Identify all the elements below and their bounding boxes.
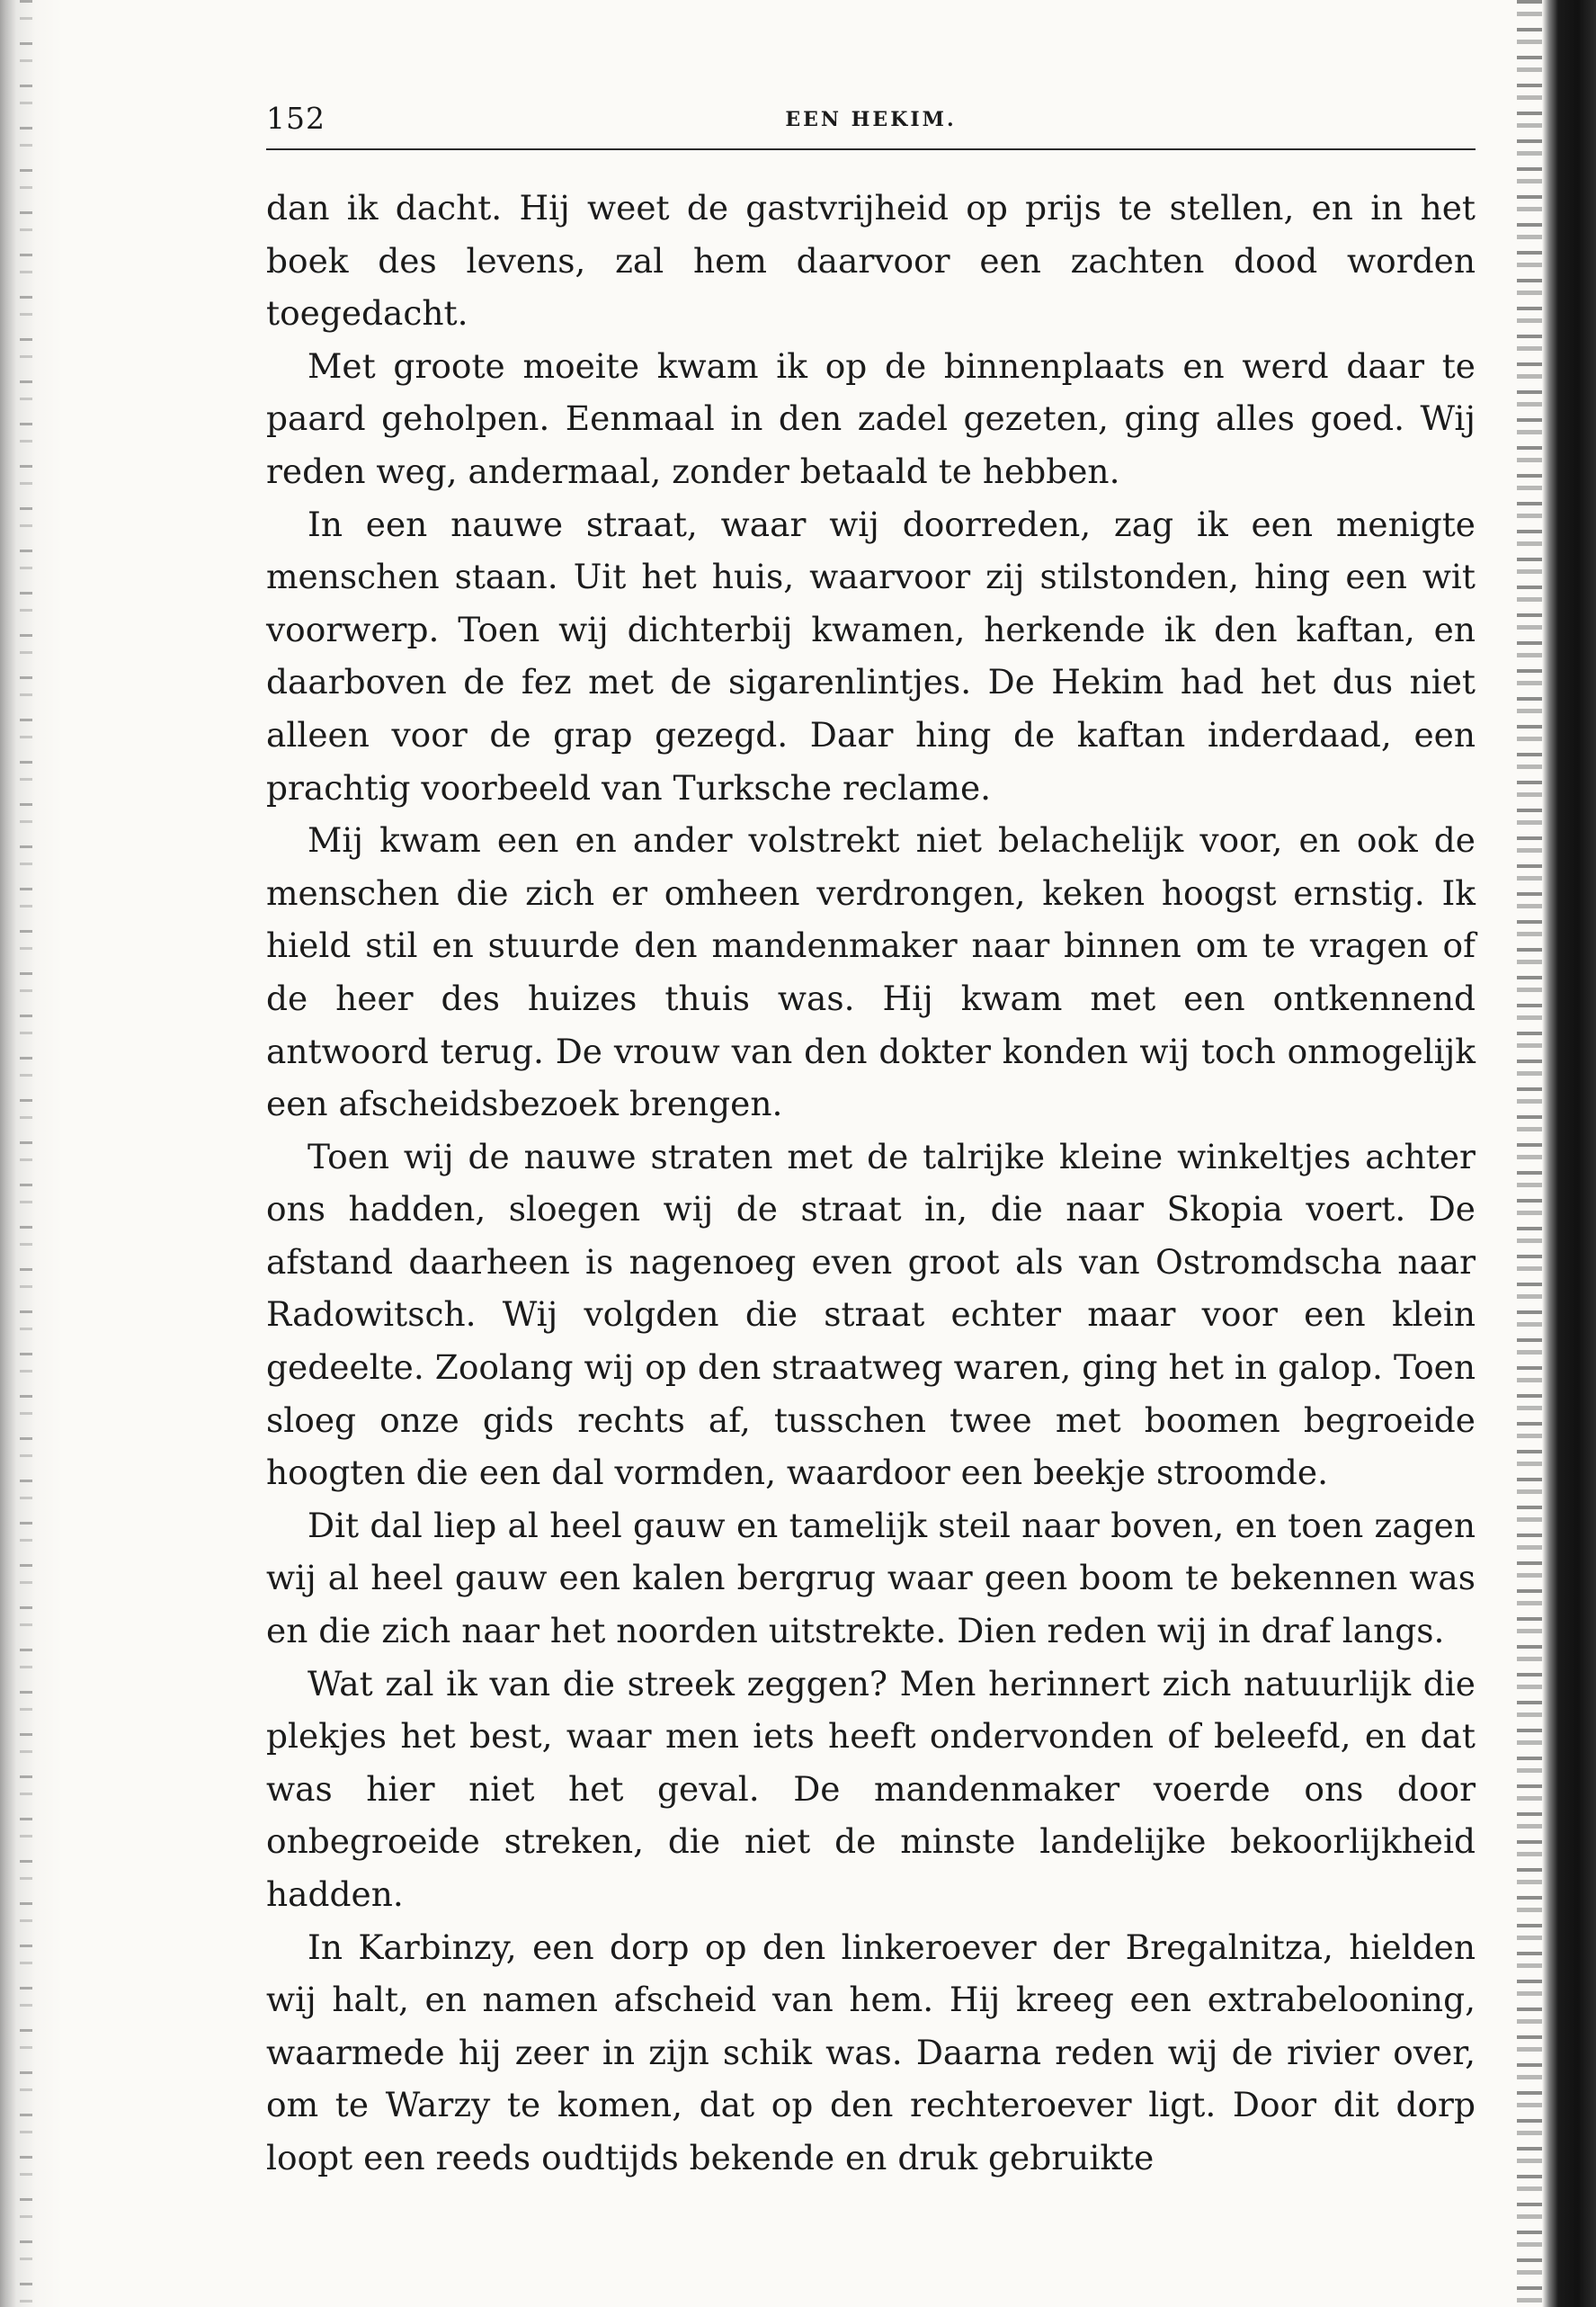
book-page — [266, 92, 1476, 2177]
paragraph: Dit dal liep al heel gauw en tamelijk steil naar boven, en toen zagen wij al heel gauw een kalen bergrug waar geen boom te bekennen was en die zich naar het noorden uitstrekte. Dien reden wij in draf langs. — [266, 1505, 1476, 1651]
header-rule — [266, 148, 1476, 150]
paragraph: In een nauwe straat, waar wij doorreden, zag ik een menigte menschen staan. Uit het huis, waarvoor zij stilstonden, hing een wit voorwerp. Toen wij dichterbij kwamen, herkende ik den kaftan, en daarboven de fez met de sigarenlintjes. De Hekim had het dus niet alleen voor de grap gezegd. Daar hing de kaftan inderdaad, een prachtig voorbeeld van Turksche reclame. — [266, 504, 1476, 808]
paragraph: In Karbinzy, een dorp op den linkeroever der Bregalnitza, hielden wij halt, en namen afscheid van hem. Hij kreeg een extrabelooning, waarmede hij zeer in zijn schik was. Daarna reden wij de rivier over, om te Warzy te komen, dat op den rechteroever ligt. Door dit dorp loopt een reeds oudtijds bekende en druk gebruikte — [266, 1927, 1476, 2177]
running-head: EEN HEKIM. — [785, 108, 957, 131]
paragraph: dan ik dacht. Hij weet de gastvrijheid op prijs te stellen, en in het boek des levens, zal hem daarvoor een zachten dood worden toegedacht. — [266, 188, 1476, 334]
page-header — [266, 92, 1476, 146]
page-number: 152 — [266, 101, 325, 136]
paragraph: Mij kwam een en ander volstrekt niet belachelijk voor, en ook de menschen die zich er omheen verdrongen, keken hoogst ernstig. Ik hield stil en stuurde den mandenmaker naar binnen om te vragen of de heer des huizes thuis was. Hij kwam met een ontkennend antwoord terug. De vrouw van den dokter konden wij toch onmogelijk een afscheidsbezoek brengen. — [266, 820, 1476, 1124]
body-text — [266, 182, 1476, 2185]
paragraph: Toen wij de nauwe straten met de talrijke kleine winkeltjes achter ons hadden, sloegen wij de straat in, die naar Skopia voert. De afstand daarheen is nagenoeg even groot als van Ostromdscha naar Radowitsch. Wij volgden die straat echter maar voor een klein gedeelte. Zoolang wij op den straatweg waren, ging het in galop. Toen sloeg onze gids rechts af, tusschen twee met boomen begroeide hoogten die een dal vormden, waardoor een beekje stroomde. — [266, 1136, 1476, 1493]
paragraph: Wat zal ik van die streek zeggen? Men herinnert zich natuurlijk die plekjes het best, waar men iets heeft ondervonden of beleefd, en dat was hier niet het geval. De mandenmaker voerde ons door onbegroeide streken, die niet de minste landelijke bekoorlijkheid hadden. — [266, 1663, 1476, 1914]
scan-right-fray — [1517, 0, 1542, 2307]
paragraph: Met groote moeite kwam ik op de binnenplaats en werd daar te paard geholpen. Eenmaal in den zadel gezeten, ging alles goed. Wij reden weg, andermaal, zonder betaald te hebben. — [266, 345, 1476, 491]
scan-left-speckle — [20, 0, 32, 2307]
scan-right-edge — [1542, 0, 1596, 2307]
